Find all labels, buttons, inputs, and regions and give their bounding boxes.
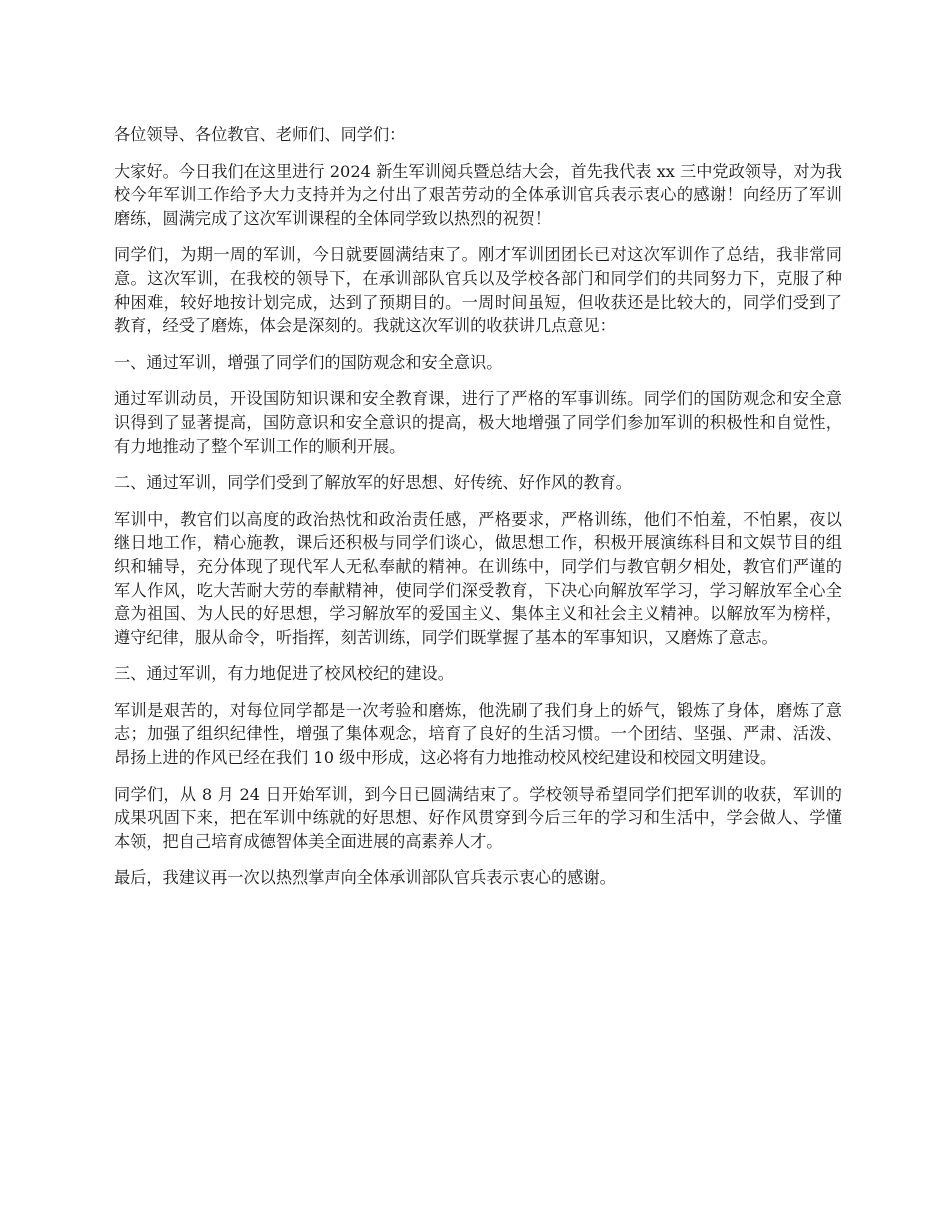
paragraph-section-3: 军训是艰苦的，对每位同学都是一次考验和磨炼，他洗刷了我们身上的娇气，锻炼了身体，磨炼了意志；加强了组织纪律性，增强了集体观念，培育了良好的生活习惯。一个团结、坚强、严肃、活泼、昂扬上进的作风已经在我们 10 级中形成，这必将有力地推动校风校纪建设和校园文明建设。: [114, 700, 842, 768]
paragraph-section-2: 军训中，教官们以高度的政治热忱和政治责任感，严格要求，严格训练，他们不怕羞，不怕累，夜以继日地工作，精心施教，课后还积极与同学们谈心，做思想工作，积极开展演练科目和文娱节目的组织和辅导，充分体现了现代军人无私奉献的精神。在训练中，同学们与教官朝夕相处，教官们严谨的军人作风，吃大苦耐大劳的奉献精神，使同学们深受教育，下决心向解放军学习，学习解放军全心全意为祖国、为人民的好思想，学习解放军的爱国主义、集体主义和社会主义精神。以解放军为榜样，遵守纪律，服从命令，听指挥，刻苦训练，同学们既掌握了基本的军事知识，又磨炼了意志。: [114, 509, 842, 647]
paragraph-closing: 最后，我建议再一次以热烈掌声向全体承训部队官兵表示衷心的感谢。: [114, 868, 616, 888]
section-heading-3: 三、通过军训，有力地促进了校风校纪的建设。: [114, 664, 454, 684]
salutation: 各位领导、各位教官、老师们、同学们：: [114, 125, 406, 144]
paragraph-conclusion: 同学们，从 8 月 24 日开始军训，到今日已圆满结束了。学校领导希望同学们把军训的收获，军训的成果巩固下来，把在军训中练就的好思想、好作风贯穿到今后三年的学习和生活中，学会做人、学懂本领，把自己培育成德智体美全面进展的高素养人才。: [114, 784, 842, 851]
paragraph-section-1: 通过军训动员，开设国防知识课和安全教育课，进行了严格的军事训练。同学们的国防观念和安全意识得到了显著提高，国防意识和安全意识的提高，极大地增强了同学们参加军训的积极性和自觉性，有力地推动了整个军训工作的顺利开展。: [114, 389, 842, 456]
document-body: [114, 123, 842, 903]
section-heading-2: 二、通过军训，同学们受到了解放军的好思想、好传统、好作风的教育。: [114, 473, 632, 493]
paragraph-opening: 大家好。今日我们在这里进行 2024 新生军训阅兵暨总结大会，首先我代表 xx 三中党政领导，对为我校今年军训工作给予大力支持并为之付出了艰苦劳动的全体承训官兵表示衷心的感谢！向经历了军训磨练，圆满完成了这次军训课程的全体同学致以热烈的祝贺！: [114, 161, 842, 228]
paragraph-introduction: 同学们，为期一周的军训，今日就要圆满结束了。刚才军训团团长已对这次军训作了总结，我非常同意。这次军训，在我校的领导下，在承训部队官兵以及学校各部门和同学们的共同努力下，克服了种种困难，较好地按计划完成，达到了预期目的。一周时间虽短，但收获还是比较大的，同学们受到了教育，经受了磨炼，体会是深刻的。我就这次军训的收获讲几点意见：: [114, 245, 842, 336]
section-heading-1: 一、通过军训，增强了同学们的国防观念和安全意识。: [114, 352, 503, 372]
